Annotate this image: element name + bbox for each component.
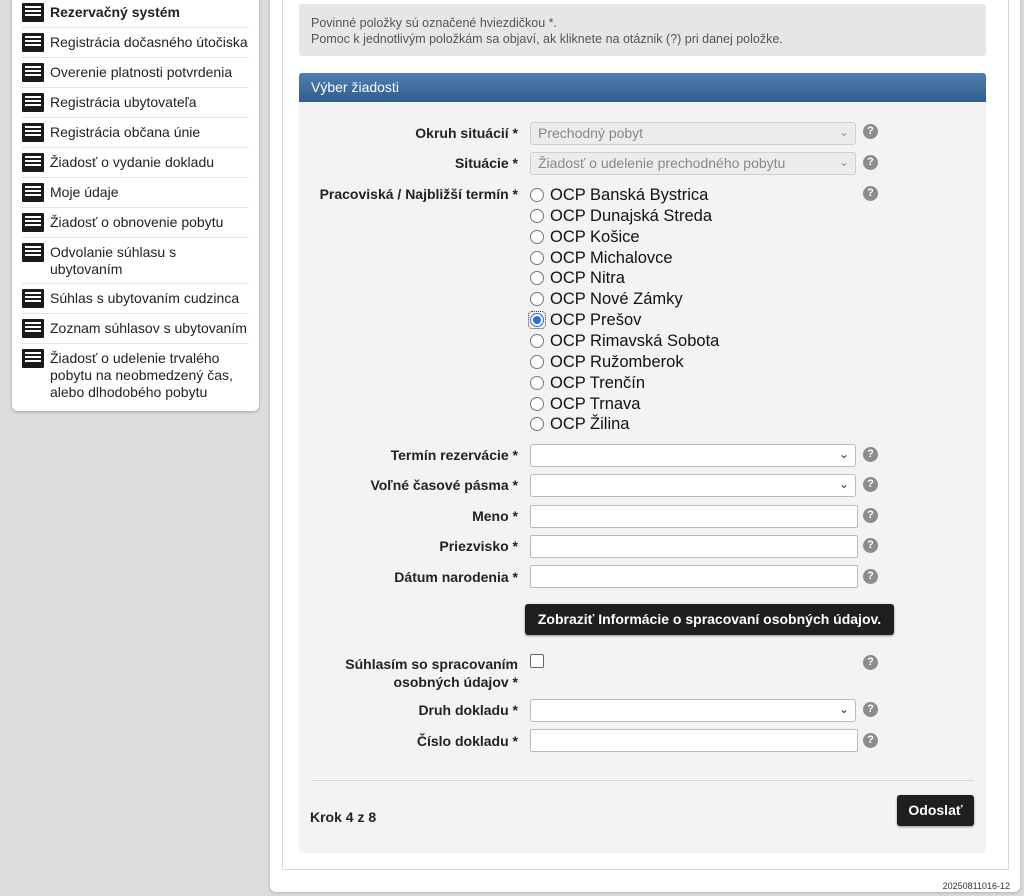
radio-label: OCP Michalovce [550,248,673,267]
radio-label: OCP Ružomberok [550,352,684,371]
help-icon[interactable]: ? [863,447,878,462]
radio-label: OCP Prešov [550,310,642,329]
chevron-down-icon: ⌄ [838,702,849,716]
radio-option-kosice[interactable] [530,227,640,247]
sidebar-item-registracia-docasneho-utociska[interactable] [22,28,249,58]
radio-option-trnava[interactable] [530,394,640,414]
pasmo-label: Voľné časové pásma * [370,477,518,493]
sidebar-item-label: Registrácia ubytovateľa [50,94,197,110]
document-icon [22,153,44,172]
sidebar-item-label: Žiadosť o vydanie dokladu [50,154,215,170]
consent-checkbox[interactable] [530,654,544,668]
suhlas-label-line2: osobných údajov * [393,674,518,690]
document-icon [22,183,44,202]
sidebar-item-label: Registrácia dočasného útočiska [50,34,248,50]
pracovisko-label: Pracoviská / Najbližší termín * [319,186,518,202]
sidebar-item-suhlas-ubytovanim[interactable] [22,284,249,314]
sidebar-item-odvolanie-suhlasu[interactable] [22,238,249,284]
termin-label: Termín rezervácie * [390,447,518,463]
chevron-down-icon: ⌄ [838,155,849,169]
document-icon [22,63,44,82]
sidebar-item-rezervacny-system[interactable] [22,0,249,28]
situacie-select [530,152,856,175]
sidebar-item-moje-udaje[interactable] [22,178,249,208]
priezvisko-label: Priezvisko * [439,538,518,554]
radio-button[interactable] [530,334,544,348]
sidebar-item-registracia-ubytovatela[interactable] [22,88,249,118]
sidebar-item-label: Moje údaje [50,184,119,200]
sidebar-item-label: Súhlas s ubytovaním cudzinca [50,290,240,306]
radio-button[interactable] [530,376,544,390]
help-icon[interactable]: ? [863,477,878,492]
radio-button-selected[interactable] [530,313,544,327]
sidebar-item-label: Overenie platnosti potvrdenia [50,64,233,80]
info-line-required: Povinné položky sú označené hviezdičkou *. [311,16,557,30]
privacy-info-button[interactable]: Zobraziť Informácie o spracovaní osobných údajov. [525,604,894,635]
situacie-value: Žiadosť o udelenie prechodného pobytu [538,155,786,171]
help-icon[interactable]: ? [863,186,878,201]
pasmo-select[interactable] [530,474,856,497]
help-icon[interactable]: ? [863,538,878,553]
help-icon[interactable]: ? [863,124,878,139]
radio-label: OCP Rimavská Sobota [550,331,720,350]
radio-option-presov[interactable] [530,310,641,330]
document-icon [22,33,44,52]
druh-dokladu-select[interactable] [530,699,856,722]
chevron-down-icon: ⌄ [838,477,849,491]
radio-label: OCP Banská Bystrica [550,185,709,204]
radio-label: OCP Trenčín [550,373,646,392]
section-header: Výber žiadosti [299,73,986,102]
radio-label: OCP Košice [550,227,640,246]
meno-label: Meno * [472,508,518,524]
okruh-label: Okruh situácií * [415,125,518,141]
submit-button[interactable]: Odoslať [897,795,974,826]
document-icon [22,3,44,22]
chevron-down-icon: ⌄ [838,125,849,139]
sidebar-item-label: Zoznam súhlasov s ubytovaním [50,320,247,336]
situacie-label: Situácie * [454,155,518,171]
datum-narodenia-input[interactable] [530,565,858,588]
cislo-dokladu-input[interactable] [530,729,858,752]
radio-option-rimavska-sobota[interactable] [530,331,719,351]
radio-option-zilina[interactable] [530,414,629,434]
sidebar-item-overenie-platnosti[interactable] [22,58,249,88]
radio-button[interactable] [530,292,544,306]
help-icon[interactable]: ? [863,733,878,748]
meno-input[interactable] [530,505,858,528]
sidebar-item-label: Žiadosť o obnovenie pobytu [50,214,224,230]
okruh-select [530,122,856,145]
version-label: 20250811016-12 [942,881,1010,891]
sidebar-item-ziadost-obnovenie-pobytu[interactable] [22,208,249,238]
info-line-help: Pomoc k jednotlivým položkám sa objaví, ak kliknete na otáznik (?) pri danej položke. [311,32,783,46]
help-icon[interactable]: ? [863,155,878,170]
radio-option-trencin[interactable] [530,373,645,393]
datum-label: Dátum narodenia * [394,569,518,585]
step-indicator: Krok 4 z 8 [310,809,377,825]
sidebar-item-label: Registrácia občana únie [50,124,201,140]
radio-option-nitra[interactable] [530,268,625,288]
radio-button[interactable] [530,188,544,202]
sidebar-item-ziadost-vydanie-dokladu[interactable] [22,148,249,178]
sidebar-item-trvaly-pobyt[interactable] [22,344,249,407]
radio-option-ruzomberok[interactable] [530,352,684,372]
radio-option-nove-zamky[interactable] [530,289,683,309]
document-icon [22,349,44,368]
radio-button[interactable] [530,355,544,369]
radio-label: OCP Nové Zámky [550,289,683,308]
sidebar-item-label: Žiadosť o udelenie trvalého pobytu na neobmedzený čas, alebo dlhodobého pobytu [50,350,233,400]
info-notice [299,4,986,56]
druh-label: Druh dokladu * [418,702,518,718]
radio-button[interactable] [530,230,544,244]
radio-option-michalovce[interactable] [530,248,673,268]
sidebar-item-label: Odvolanie súhlasu s ubytovaním [50,244,177,277]
chevron-down-icon: ⌄ [838,447,849,461]
document-icon [22,289,44,308]
radio-button[interactable] [530,271,544,285]
suhlas-label-line1: Súhlasím so spracovaním [345,656,518,672]
radio-button[interactable] [530,251,544,265]
help-icon[interactable]: ? [863,702,878,717]
help-icon[interactable]: ? [863,508,878,523]
suhlas-label [345,655,518,691]
okruh-value: Prechodný pobyt [538,125,644,141]
radio-label: OCP Trnava [550,394,641,413]
radio-label: OCP Nitra [550,268,625,287]
sidebar-item-label: Rezervačný systém [50,4,180,20]
document-icon [22,243,44,262]
help-icon[interactable]: ? [863,655,878,670]
form-divider [311,780,974,781]
radio-label: OCP Dunajská Streda [550,206,713,225]
termin-select[interactable] [530,444,856,467]
document-icon [22,123,44,142]
help-icon[interactable]: ? [863,569,878,584]
radio-button[interactable] [530,209,544,223]
radio-button[interactable] [530,417,544,431]
cislo-label: Číslo dokladu * [416,733,518,749]
radio-option-banska-bystrica[interactable] [530,185,708,205]
radio-option-dunajska-streda[interactable] [530,206,712,226]
radio-label: OCP Žilina [550,414,630,433]
priezvisko-input[interactable] [530,535,858,558]
sidebar-item-zoznam-suhlasov[interactable] [22,314,249,344]
document-icon [22,319,44,338]
document-icon [22,93,44,112]
radio-focus-ring [530,313,544,327]
radio-button[interactable] [530,397,544,411]
sidebar-item-registracia-obcana-unie[interactable] [22,118,249,148]
sidebar-nav [12,0,259,411]
document-icon [22,213,44,232]
